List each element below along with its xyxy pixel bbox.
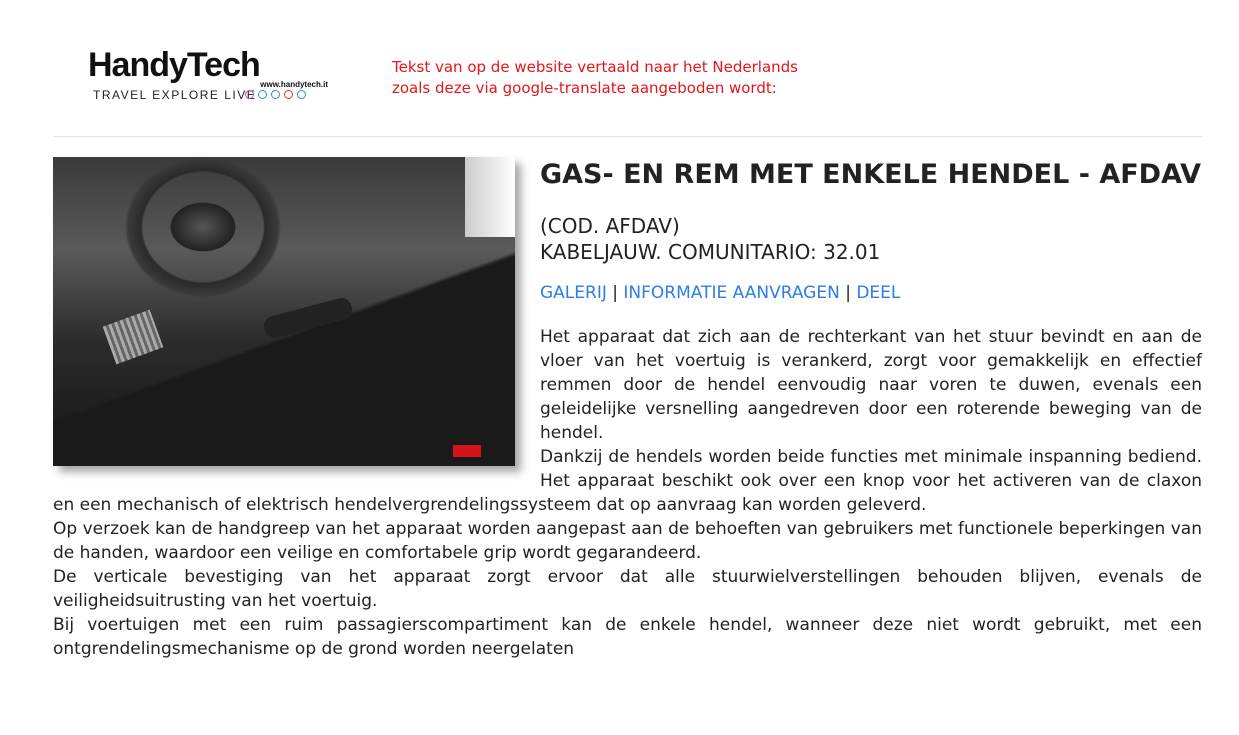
product-photo[interactable]	[53, 157, 515, 466]
link-separator: |	[845, 283, 851, 303]
community-code: KABELJAUW. COMUNITARIO: 32.01	[540, 240, 881, 264]
product-code: (COD. AFDAV)	[540, 214, 680, 238]
description-paragraph: Het apparaat dat zich aan de rechterkant van het stuur bevindt en aan de vloer van het voertuig is verankerd, zorgt voor gemakkelijk en effectief remmen door de hendel eenvoudig naar voren te duwen, evenals een geleidelijke versnelling aangedreven door een roterende beweging van de hendel.	[540, 327, 1202, 443]
share-link[interactable]: DEEL	[856, 283, 901, 303]
handytech-logo[interactable]	[88, 47, 328, 105]
logo-url: www.handytech.it	[260, 80, 328, 89]
logo-tagline: TRAVEL EXPLORE LIVE	[93, 88, 257, 102]
translation-notice	[392, 57, 798, 99]
photo-door	[465, 157, 515, 237]
link-separator: |	[612, 283, 618, 303]
linkedin-icon	[297, 90, 306, 99]
header	[53, 0, 1202, 137]
facebook-icon	[258, 90, 267, 99]
description-paragraph: Dankzij de hendels worden beide functies met minimale inspanning bediend. Het apparaat beschikt ook over een knop voor het activeren van de claxon en een mechanisch of elektrisch hendelvergrendelingssysteem dat op aanvraag kan worden geleverd.	[53, 447, 1202, 515]
youtube-icon	[284, 90, 293, 99]
photo-hand-lever	[262, 296, 355, 341]
product-content	[53, 157, 1202, 661]
description-paragraph: De verticale bevestiging van het apparaat zorgt ervoor dat alle stuurwielverstellingen behouden blijven, evenals de veiligheidsuitrusting van het voertuig.	[53, 567, 1202, 611]
photo-pedal	[103, 310, 164, 365]
photo-red-button	[453, 445, 481, 457]
product-title: GAS- EN REM MET ENKELE HENDEL - AFDAV	[540, 159, 1202, 190]
request-info-link[interactable]: INFORMATIE AANVRAGEN	[623, 283, 840, 303]
twitter-icon	[271, 90, 280, 99]
gallery-link[interactable]: GALERIJ	[540, 283, 607, 303]
instagram-icon	[245, 90, 254, 99]
logo-brand: HandyTech	[88, 46, 260, 84]
social-icons	[245, 90, 306, 99]
notice-line-1: Tekst van op de website vertaald naar het Nederlands	[392, 58, 798, 76]
notice-line-2: zoals deze via google-translate aangeboden wordt:	[392, 79, 777, 97]
description-paragraph: Op verzoek kan de handgreep van het apparaat worden aangepast aan de behoeften van gebruikers met functionele beperkingen van de handen, waardoor een veilige en comfortabele grip wordt gegarandeerd.	[53, 519, 1202, 563]
description-paragraph: Bij voertuigen met een ruim passagierscompartiment kan de enkele hendel, wanneer deze niet wordt gebruikt, met een ontgrendelingsmechanisme op de grond worden neergelaten	[53, 615, 1202, 659]
